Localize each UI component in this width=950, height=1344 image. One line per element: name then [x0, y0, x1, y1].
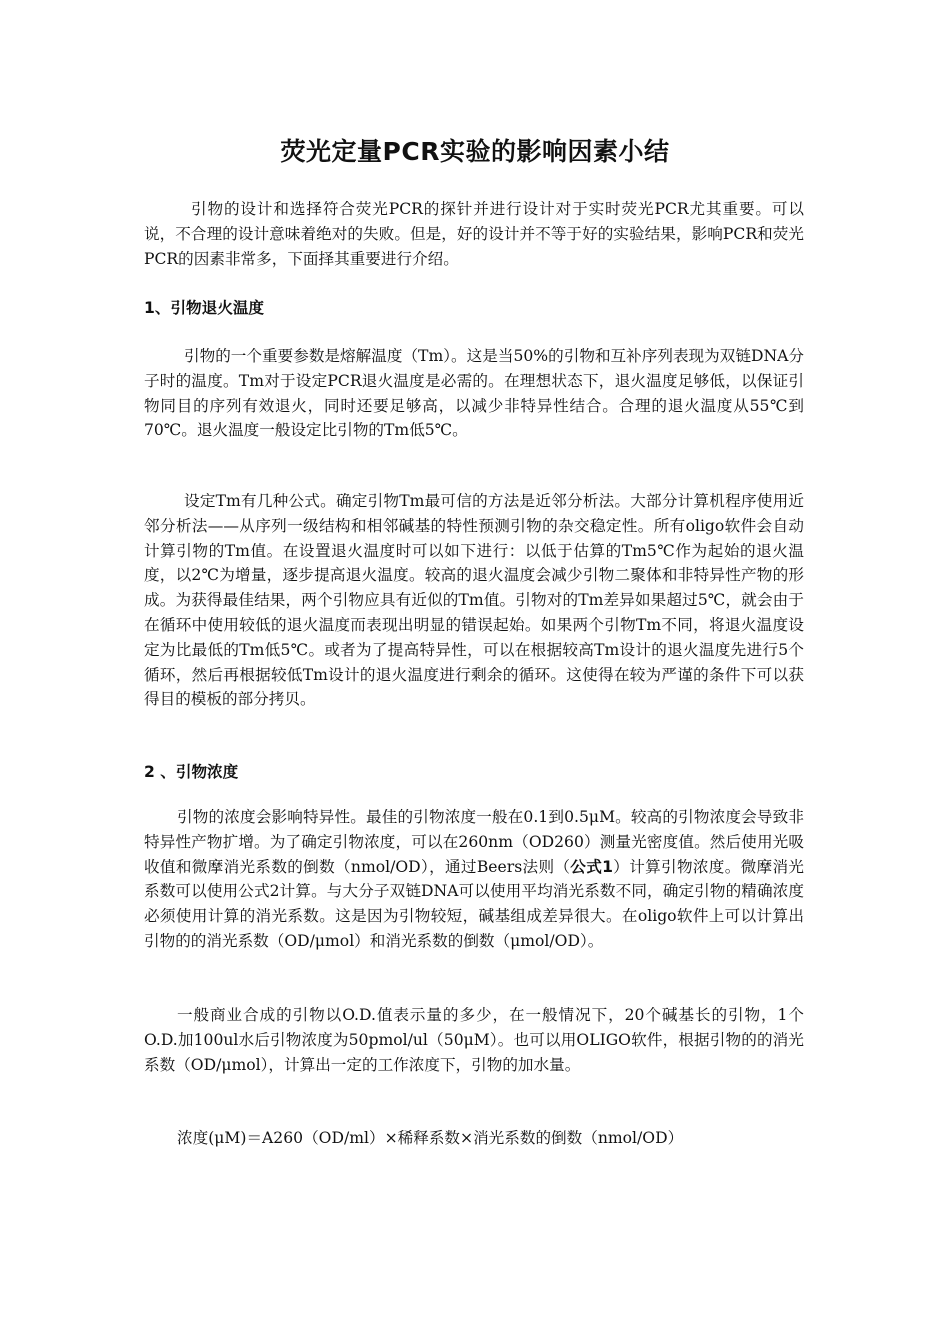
formula-1-reference: 公式1 [570, 857, 613, 876]
document-title: 荧光定量PCR实验的影响因素小结 [280, 137, 670, 166]
concentration-formula: 浓度(μM)＝A260（OD/ml）×稀释系数×消光系数的倒数（nmol/OD） [177, 1129, 684, 1147]
section-2-paragraph-2: 一般商业合成的引物以O.D.值表示量的多少，在一般情况下，20个碱基长的引物，1个O.D.加100ul水后引物浓度为50pmol/ul（50μM）。也可以用OLIGO软件，根据引物的的消光系数（OD/μmol），计算出一定的工作浓度下，引物的加水量。 [144, 1006, 804, 1074]
section-1-heading: 1、引物退火温度 [144, 299, 265, 317]
section-2-heading: 2 、引物浓度 [144, 763, 239, 781]
intro-paragraph: 引物的设计和选择符合荧光PCR的探针并进行设计对于实时荧光PCR尤其重要。可以说，不合理的设计意味着绝对的失败。但是，好的设计并不等于好的实验结果，影响PCR和荧光PCR的因素非常多，下面择其重要进行介绍。 [144, 200, 804, 268]
section-2-paragraph-1 [144, 805, 804, 954]
section-2-paragraph-1-text-b: ）计算引物浓度。微摩消光系数可以使用公式2计算。与大分子双链DNA可以使用平均消光系数不同，确定引物的精确浓度必须使用计算的消光系数。这是因为引物较短，碱基组成差异很大。在oligo软件上可以计算出引物的的消光系数（OD/μmol）和消光系数的倒数（μmol/OD）。 [144, 857, 804, 950]
section-1-paragraph-1: 引物的一个重要参数是熔解温度（Tm）。这是当50%的引物和互补序列表现为双链DNA分子时的温度。Tm对于设定PCR退火温度是必需的。在理想状态下，退火温度足够低，以保证引物同目的序列有效退火，同时还要足够高，以减少非特异性结合。合理的退火温度从55℃到70℃。退火温度一般设定比引物的Tm低5℃。 [144, 347, 804, 440]
section-2-paragraph-1-text-a: 引物的浓度会影响特异性。最佳的引物浓度一般在0.1到0.5μM。较高的引物浓度会导致非特异性产物扩增。为了确定引物浓度，可以在260nm（OD260）测量光密度值。然后使用光吸收值和微摩消光系数的倒数（nmol/OD），通过Beers法则（ [144, 808, 804, 876]
section-1-paragraph-2: 设定Tm有几种公式。确定引物Tm最可信的方法是近邻分析法。大部分计算机程序使用近邻分析法——从序列一级结构和相邻碱基的特性预测引物的杂交稳定性。所有oligo软件会自动计算引物的Tm值。在设置退火温度时可以如下进行：以低于估算的Tm5℃作为起始的退火温度，以2℃为增量，逐步提高退火温度。较高的退火温度会减少引物二聚体和非特异性产物的形成。为获得最佳结果，两个引物应具有近似的Tm值。引物对的Tm差异如果超过5℃，就会由于在循环中使用较低的退火温度而表现出明显的错误起始。如果两个引物Tm不同，将退火温度设定为比最低的Tm低5℃。或者为了提高特异性，可以在根据较高Tm设计的退火温度先进行5个循环，然后再根据较低Tm设计的退火温度进行剩余的循环。这使得在较为严谨的条件下可以获得目的模板的部分拷贝。 [144, 492, 804, 709]
